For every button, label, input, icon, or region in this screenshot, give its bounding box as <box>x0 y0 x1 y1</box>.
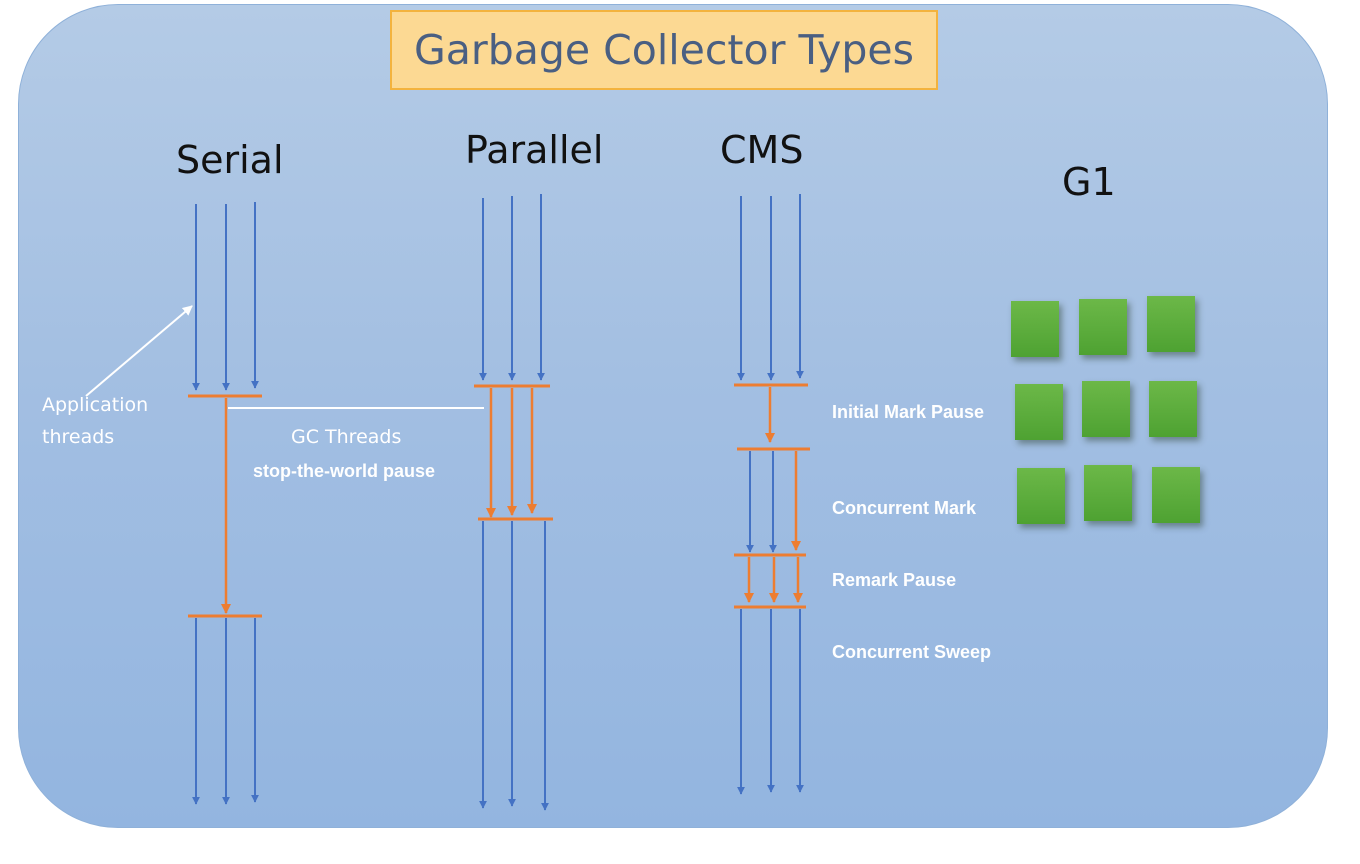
serial-diagram <box>86 202 484 804</box>
g1-region <box>1015 384 1063 440</box>
g1-heading: G1 <box>1062 160 1116 204</box>
g1-region <box>1011 301 1059 357</box>
gc-threads-label: GC Threads <box>291 426 402 448</box>
cms-concurrent-sweep-label: Concurrent Sweep <box>832 642 992 662</box>
diagram-title-text: Garbage Collector Types <box>413 26 915 74</box>
g1-region <box>1082 381 1130 437</box>
cms-remark-label: Remark Pause <box>832 570 957 590</box>
application-threads-pointer <box>86 306 192 396</box>
parallel-diagram <box>474 194 553 810</box>
g1-region <box>1017 468 1065 524</box>
cms-initial-mark-label: Initial Mark Pause <box>832 402 985 422</box>
cms-diagram <box>734 194 810 794</box>
cms-concurrent-mark-label: Concurrent Mark <box>832 498 977 518</box>
application-threads-label-line1: Application <box>42 394 149 416</box>
g1-region <box>1147 296 1195 352</box>
parallel-heading: Parallel <box>465 128 604 172</box>
serial-heading: Serial <box>176 138 284 182</box>
g1-region <box>1149 381 1197 437</box>
g1-region <box>1079 299 1127 355</box>
g1-region <box>1152 467 1200 523</box>
g1-region <box>1084 465 1132 521</box>
cms-heading: CMS <box>720 128 804 172</box>
stop-the-world-label: stop-the-world pause <box>253 461 436 481</box>
application-threads-label-line2: threads <box>42 426 115 448</box>
